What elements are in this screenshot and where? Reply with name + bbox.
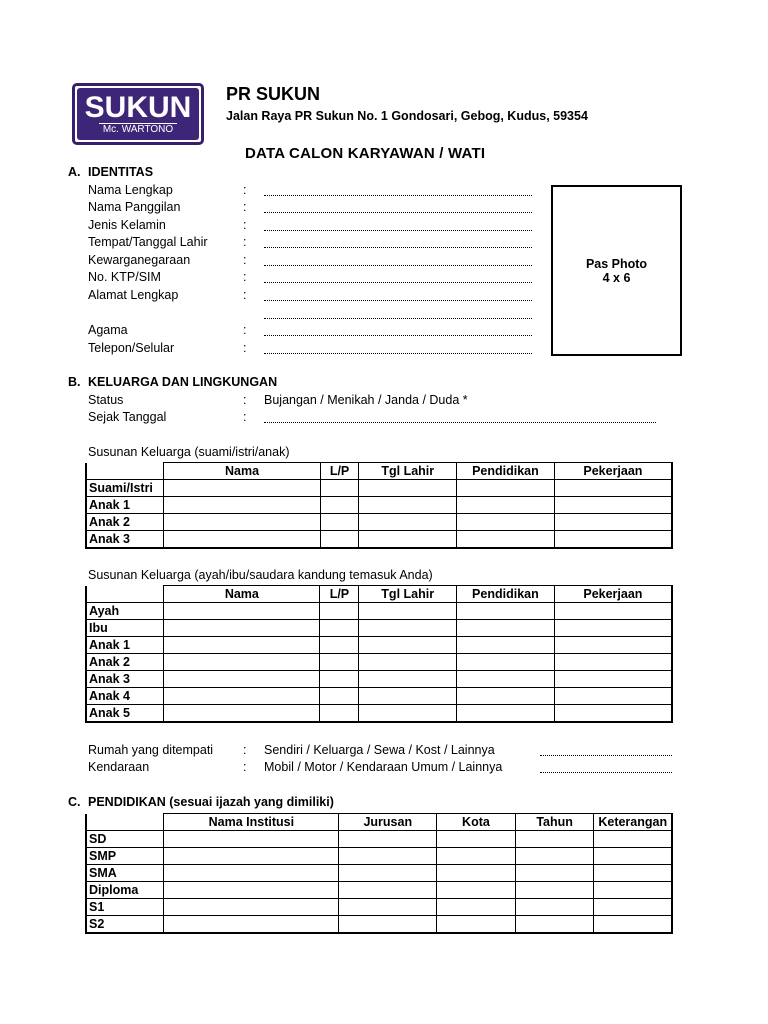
field-input[interactable] <box>264 270 532 283</box>
table-cell[interactable] <box>456 688 554 705</box>
table-row <box>86 899 672 916</box>
column-header: Nama <box>164 586 320 603</box>
table-cell[interactable] <box>515 916 594 934</box>
row-label: Anak 5 <box>86 705 164 723</box>
row-label: SMA <box>86 865 164 882</box>
table-cell[interactable] <box>554 480 672 497</box>
table-cell[interactable] <box>554 654 672 671</box>
column-header: Pekerjaan <box>554 463 672 480</box>
table-cell[interactable] <box>320 637 359 654</box>
table-cell[interactable] <box>594 916 672 934</box>
table-cell[interactable] <box>456 654 554 671</box>
column-header: Tgl Lahir <box>359 463 457 480</box>
field-label: Agama <box>88 323 128 337</box>
house-label: Rumah yang ditempati <box>88 743 214 757</box>
table-cell[interactable] <box>515 865 594 882</box>
table-row <box>86 603 672 620</box>
address-line-2[interactable] <box>264 306 532 319</box>
row-label: Anak 2 <box>86 514 164 531</box>
field-label: Kewarganegaraan <box>88 253 191 267</box>
table-header-row <box>86 814 672 831</box>
header-corner <box>86 463 164 480</box>
row-label: S2 <box>86 916 164 934</box>
family-table-1-caption: Susunan Keluarga (suami/istri/anak) <box>88 445 290 459</box>
table-cell[interactable] <box>164 848 339 865</box>
field-colon: : <box>243 235 247 249</box>
table-row <box>86 497 672 514</box>
table-cell[interactable] <box>457 497 555 514</box>
status-colon: : <box>243 393 247 407</box>
table-cell[interactable] <box>320 688 359 705</box>
table-cell[interactable] <box>359 671 457 688</box>
house-options[interactable]: Sendiri / Keluarga / Sewa / Kost / Lainnya <box>264 743 495 757</box>
table-cell[interactable] <box>554 688 672 705</box>
row-label: Anak 1 <box>86 637 164 654</box>
table-cell[interactable] <box>515 831 594 848</box>
table-row <box>86 654 672 671</box>
header-corner <box>86 814 164 831</box>
since-date-colon: : <box>243 410 247 424</box>
logo-subtext: Mc. WARTONO <box>99 123 177 135</box>
table-header-row <box>86 463 672 480</box>
field-colon: : <box>243 341 247 355</box>
table-cell[interactable] <box>515 882 594 899</box>
table-cell[interactable] <box>437 865 516 882</box>
table-cell[interactable] <box>164 637 320 654</box>
field-colon: : <box>243 253 247 267</box>
section-b-letter: B. <box>68 375 81 389</box>
field-colon: : <box>243 183 247 197</box>
table-cell[interactable] <box>594 848 672 865</box>
table-cell[interactable] <box>339 865 437 882</box>
table-cell[interactable] <box>456 603 554 620</box>
table-cell[interactable] <box>359 531 457 549</box>
field-colon: : <box>243 218 247 232</box>
table-row <box>86 916 672 934</box>
column-header: L/P <box>320 463 359 480</box>
table-row <box>86 671 672 688</box>
table-row <box>86 620 672 637</box>
table-cell[interactable] <box>437 831 516 848</box>
table-cell[interactable] <box>359 688 457 705</box>
table-cell[interactable] <box>554 637 672 654</box>
table-cell[interactable] <box>437 882 516 899</box>
field-label: Telepon/Selular <box>88 341 175 355</box>
table-cell[interactable] <box>554 620 672 637</box>
table-cell[interactable] <box>515 899 594 916</box>
family-table-1 <box>85 462 673 549</box>
table-cell[interactable] <box>359 637 457 654</box>
row-label: Anak 4 <box>86 688 164 705</box>
status-options[interactable]: Bujangan / Menikah / Janda / Duda * <box>264 393 468 407</box>
section-b-title: KELUARGA DAN LINGKUNGAN <box>88 375 278 389</box>
row-label: SD <box>86 831 164 848</box>
table-cell[interactable] <box>164 531 320 549</box>
since-date-field[interactable] <box>264 410 656 423</box>
table-row <box>86 514 672 531</box>
section-a-letter: A. <box>68 165 81 179</box>
field-label: Nama Panggilan <box>88 200 181 214</box>
column-header: Jurusan <box>339 814 437 831</box>
field-input[interactable] <box>264 218 532 231</box>
table-cell[interactable] <box>359 705 457 723</box>
table-row <box>86 882 672 899</box>
column-header: Kota <box>437 814 516 831</box>
family-table-2 <box>85 585 673 723</box>
table-cell[interactable] <box>320 531 359 549</box>
row-label: S1 <box>86 899 164 916</box>
table-cell[interactable] <box>456 637 554 654</box>
field-label: Nama Lengkap <box>88 183 173 197</box>
status-label: Status <box>88 393 124 407</box>
column-header: Nama Institusi <box>164 814 339 831</box>
table-cell[interactable] <box>437 848 516 865</box>
table-cell[interactable] <box>320 620 359 637</box>
section-c-letter: C. <box>68 795 81 809</box>
table-cell[interactable] <box>437 916 516 934</box>
table-row <box>86 531 672 549</box>
field-label: Alamat Lengkap <box>88 288 179 302</box>
field-colon: : <box>243 200 247 214</box>
table-cell[interactable] <box>359 480 457 497</box>
table-cell[interactable] <box>164 497 320 514</box>
row-label: Suami/Istri <box>86 480 164 497</box>
field-input[interactable] <box>264 200 532 213</box>
vehicle-label: Kendaraan <box>88 760 150 774</box>
table-cell[interactable] <box>339 916 437 934</box>
field-input[interactable] <box>264 341 532 354</box>
row-label: Anak 3 <box>86 671 164 688</box>
house-colon: : <box>243 743 247 757</box>
field-label: Jenis Kelamin <box>88 218 166 232</box>
table-cell[interactable] <box>164 882 339 899</box>
company-name: PR SUKUN <box>226 84 321 104</box>
table-cell[interactable] <box>164 688 320 705</box>
table-cell[interactable] <box>359 603 457 620</box>
table-row <box>86 688 672 705</box>
table-cell[interactable] <box>320 654 359 671</box>
table-row <box>86 480 672 497</box>
table-cell[interactable] <box>594 899 672 916</box>
section-a-title: IDENTITAS <box>88 165 154 179</box>
column-header: Keterangan <box>594 814 672 831</box>
vehicle-colon: : <box>243 760 247 774</box>
table-cell[interactable] <box>554 705 672 723</box>
table-cell[interactable] <box>164 831 339 848</box>
field-input[interactable] <box>264 253 532 266</box>
table-cell[interactable] <box>359 620 457 637</box>
table-header-row <box>86 586 672 603</box>
table-cell[interactable] <box>320 603 359 620</box>
table-cell[interactable] <box>164 480 320 497</box>
family-table-2-caption: Susunan Keluarga (ayah/ibu/saudara kandung temasuk Anda) <box>88 568 433 582</box>
table-cell[interactable] <box>339 848 437 865</box>
table-cell[interactable] <box>554 531 672 549</box>
table-cell[interactable] <box>164 671 320 688</box>
since-date-label: Sejak Tanggal <box>88 410 167 424</box>
table-cell[interactable] <box>457 480 555 497</box>
table-cell[interactable] <box>164 654 320 671</box>
table-cell[interactable] <box>594 882 672 899</box>
table-cell[interactable] <box>164 916 339 934</box>
column-header: Nama <box>164 463 320 480</box>
table-cell[interactable] <box>554 603 672 620</box>
field-label: No. KTP/SIM <box>88 270 161 284</box>
table-cell[interactable] <box>359 654 457 671</box>
row-label: Anak 3 <box>86 531 164 549</box>
table-cell[interactable] <box>554 514 672 531</box>
row-label: SMP <box>86 848 164 865</box>
table-cell[interactable] <box>320 514 359 531</box>
table-cell[interactable] <box>320 705 359 723</box>
table-cell[interactable] <box>456 620 554 637</box>
table-cell[interactable] <box>164 514 320 531</box>
table-row <box>86 831 672 848</box>
field-input[interactable] <box>264 235 532 248</box>
table-cell[interactable] <box>339 899 437 916</box>
row-label: Ibu <box>86 620 164 637</box>
row-label: Diploma <box>86 882 164 899</box>
table-cell[interactable] <box>164 899 339 916</box>
table-cell[interactable] <box>164 705 320 723</box>
section-c-title: PENDIDIKAN (sesuai ijazah yang dimiliki) <box>88 795 334 809</box>
row-label: Anak 2 <box>86 654 164 671</box>
table-cell[interactable] <box>320 480 359 497</box>
table-row <box>86 848 672 865</box>
column-header: Tgl Lahir <box>359 586 457 603</box>
table-cell[interactable] <box>554 671 672 688</box>
row-label: Anak 1 <box>86 497 164 514</box>
field-colon: : <box>243 270 247 284</box>
table-cell[interactable] <box>437 899 516 916</box>
column-header: Tahun <box>515 814 594 831</box>
field-input[interactable] <box>264 288 532 301</box>
logo-word: SUKUN <box>84 90 192 124</box>
table-row <box>86 705 672 723</box>
logo-badge <box>77 88 199 140</box>
column-header: Pendidikan <box>457 463 555 480</box>
table-cell[interactable] <box>320 671 359 688</box>
photo-size: 4 x 6 <box>602 270 631 285</box>
table-row <box>86 865 672 882</box>
column-header: Pendidikan <box>456 586 554 603</box>
table-cell[interactable] <box>164 603 320 620</box>
table-cell[interactable] <box>594 831 672 848</box>
field-colon: : <box>243 288 247 302</box>
field-input[interactable] <box>264 183 532 196</box>
house-other-field[interactable] <box>540 743 672 756</box>
table-cell[interactable] <box>457 514 555 531</box>
table-cell[interactable] <box>164 865 339 882</box>
field-input[interactable] <box>264 323 532 336</box>
vehicle-options[interactable]: Mobil / Motor / Kendaraan Umum / Lainnya <box>264 760 503 774</box>
photo-box <box>551 185 682 356</box>
field-colon: : <box>243 323 247 337</box>
vehicle-other-field[interactable] <box>540 760 672 773</box>
table-cell[interactable] <box>594 865 672 882</box>
table-cell[interactable] <box>164 620 320 637</box>
table-row <box>86 637 672 654</box>
company-address: Jalan Raya PR Sukun No. 1 Gondosari, Gebog, Kudus, 59354 <box>226 109 588 123</box>
table-cell[interactable] <box>456 671 554 688</box>
table-cell[interactable] <box>359 497 457 514</box>
table-cell[interactable] <box>456 705 554 723</box>
table-cell[interactable] <box>359 514 457 531</box>
column-header: Pekerjaan <box>554 586 672 603</box>
table-cell[interactable] <box>457 531 555 549</box>
table-cell[interactable] <box>339 882 437 899</box>
document-title: DATA CALON KARYAWAN / WATI <box>245 145 486 162</box>
field-label: Tempat/Tanggal Lahir <box>88 235 208 249</box>
header-corner <box>86 586 164 603</box>
photo-label: Pas Photo <box>585 256 648 271</box>
table-cell[interactable] <box>320 497 359 514</box>
table-cell[interactable] <box>554 497 672 514</box>
column-header: L/P <box>320 586 359 603</box>
row-label: Ayah <box>86 603 164 620</box>
table-cell[interactable] <box>339 831 437 848</box>
company-logo <box>72 83 204 145</box>
education-table <box>85 813 673 934</box>
table-cell[interactable] <box>515 848 594 865</box>
